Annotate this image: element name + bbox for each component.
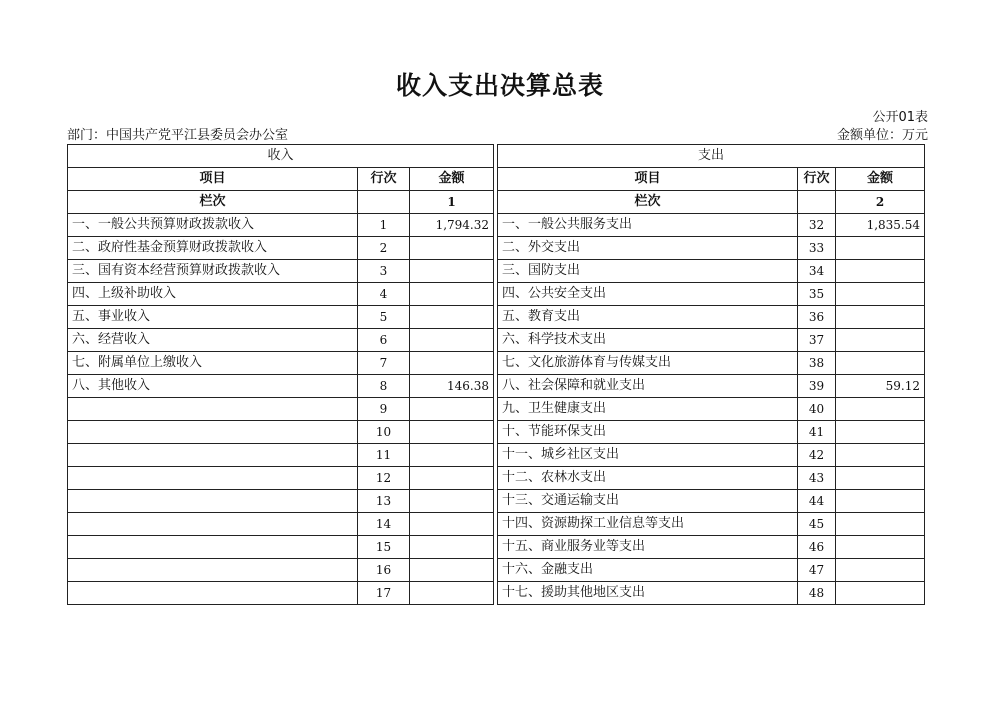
income-item-cell [68, 467, 358, 490]
expense-row-no-cell: 36 [798, 306, 836, 329]
income-row-no-cell: 5 [358, 306, 410, 329]
expense-amount-cell: 59.12 [836, 375, 925, 398]
table-row [68, 283, 925, 306]
income-row-no-header: 行次 [358, 168, 410, 191]
expense-row-no-cell: 33 [798, 237, 836, 260]
expense-row-no-cell: 47 [798, 559, 836, 582]
expense-row-no-cell: 32 [798, 214, 836, 237]
income-row-no-cell: 13 [358, 490, 410, 513]
income-col-number: 1 [410, 191, 494, 214]
expense-lanci-label: 栏次 [498, 191, 798, 214]
income-item-header: 项目 [68, 168, 358, 191]
income-item-cell [68, 513, 358, 536]
expense-amount-cell [836, 421, 925, 444]
expense-item-cell: 十一、城乡社区支出 [498, 444, 798, 467]
expense-item-cell: 三、国防支出 [498, 260, 798, 283]
income-row-no-cell: 2 [358, 237, 410, 260]
income-amount-cell: 146.38 [410, 375, 494, 398]
table-row [68, 421, 925, 444]
expense-row-no-cell: 44 [798, 490, 836, 513]
expense-section-header: 支出 [498, 145, 925, 168]
expense-item-cell: 四、公共安全支出 [498, 283, 798, 306]
expense-item-cell: 九、卫生健康支出 [498, 398, 798, 421]
income-amount-cell [410, 306, 494, 329]
income-row-no-cell: 14 [358, 513, 410, 536]
income-amount-cell [410, 582, 494, 605]
expense-row-no-cell: 43 [798, 467, 836, 490]
income-row-no-cell: 1 [358, 214, 410, 237]
income-amount-cell [410, 467, 494, 490]
expense-amount-cell [836, 398, 925, 421]
expense-amount-cell [836, 237, 925, 260]
table-row [68, 214, 925, 237]
expense-amount-cell [836, 467, 925, 490]
income-row-no-cell: 9 [358, 398, 410, 421]
expense-row-no-cell: 39 [798, 375, 836, 398]
expense-item-cell: 十三、交通运输支出 [498, 490, 798, 513]
income-row-no-cell: 17 [358, 582, 410, 605]
income-amount-cell [410, 513, 494, 536]
expense-amount-header: 金额 [836, 168, 925, 191]
table-row [68, 444, 925, 467]
form-number: 公开01表 [872, 110, 928, 125]
expense-amount-cell [836, 352, 925, 375]
expense-item-cell: 十四、资源勘探工业信息等支出 [498, 513, 798, 536]
table-row [68, 237, 925, 260]
table-row [68, 582, 925, 605]
income-row-no-cell: 12 [358, 467, 410, 490]
income-row-no-cell: 11 [358, 444, 410, 467]
income-row-no-cell: 8 [358, 375, 410, 398]
income-item-cell: 七、附属单位上缴收入 [68, 352, 358, 375]
income-row-no-cell: 4 [358, 283, 410, 306]
income-amount-cell [410, 444, 494, 467]
expense-amount-cell [836, 260, 925, 283]
table-row [68, 467, 925, 490]
income-item-cell [68, 559, 358, 582]
income-item-cell [68, 444, 358, 467]
income-amount-cell [410, 421, 494, 444]
income-item-cell [68, 421, 358, 444]
expense-amount-cell [836, 444, 925, 467]
table-row [68, 260, 925, 283]
header-row-columns [68, 168, 925, 191]
summary-table-container [67, 144, 925, 605]
income-lanci-label: 栏次 [68, 191, 358, 214]
income-amount-cell [410, 329, 494, 352]
expense-row-no-cell: 37 [798, 329, 836, 352]
expense-item-cell: 十二、农林水支出 [498, 467, 798, 490]
income-item-cell: 五、事业收入 [68, 306, 358, 329]
expense-amount-cell [836, 536, 925, 559]
expense-item-cell: 十六、金融支出 [498, 559, 798, 582]
income-row-no-cell: 15 [358, 536, 410, 559]
expense-item-cell: 六、科学技术支出 [498, 329, 798, 352]
table-row [68, 536, 925, 559]
expense-col-number: 2 [836, 191, 925, 214]
expense-row-no-cell: 41 [798, 421, 836, 444]
header-row-section [68, 145, 925, 168]
expense-item-header: 项目 [498, 168, 798, 191]
income-amount-cell [410, 398, 494, 421]
expense-amount-cell [836, 306, 925, 329]
income-item-cell: 一、一般公共预算财政拨款收入 [68, 214, 358, 237]
income-row-no-cell: 6 [358, 329, 410, 352]
expense-row-no-cell: 34 [798, 260, 836, 283]
expense-row-no-cell: 48 [798, 582, 836, 605]
expense-row-no-cell: 40 [798, 398, 836, 421]
expense-amount-cell: 1,835.54 [836, 214, 925, 237]
income-lanci-blank [358, 191, 410, 214]
income-expense-summary-table [67, 144, 925, 605]
expense-amount-cell [836, 559, 925, 582]
income-amount-cell [410, 283, 494, 306]
income-amount-cell [410, 559, 494, 582]
income-section-header: 收入 [68, 145, 494, 168]
expense-item-cell: 十五、商业服务业等支出 [498, 536, 798, 559]
income-amount-cell [410, 237, 494, 260]
unit-label: 金额单位：万元 [836, 128, 928, 143]
expense-item-cell: 十、节能环保支出 [498, 421, 798, 444]
income-amount-cell: 1,794.32 [410, 214, 494, 237]
income-amount-cell [410, 352, 494, 375]
expense-row-no-cell: 42 [798, 444, 836, 467]
income-item-cell [68, 582, 358, 605]
income-item-cell: 六、经营收入 [68, 329, 358, 352]
page-title: 收入支出决算总表 [395, 71, 604, 100]
income-item-cell: 三、国有资本经营预算财政拨款收入 [68, 260, 358, 283]
table-row [68, 513, 925, 536]
expense-item-cell: 一、一般公共服务支出 [498, 214, 798, 237]
expense-row-no-cell: 38 [798, 352, 836, 375]
table-row [68, 329, 925, 352]
expense-item-cell: 五、教育支出 [498, 306, 798, 329]
expense-item-cell: 八、社会保障和就业支出 [498, 375, 798, 398]
income-row-no-cell: 10 [358, 421, 410, 444]
income-item-cell: 八、其他收入 [68, 375, 358, 398]
expense-row-no-cell: 35 [798, 283, 836, 306]
table-row [68, 490, 925, 513]
header-row-lanci [68, 191, 925, 214]
income-item-cell [68, 398, 358, 421]
expense-row-no-cell: 46 [798, 536, 836, 559]
expense-amount-cell [836, 490, 925, 513]
table-row [68, 398, 925, 421]
expense-row-no-header: 行次 [798, 168, 836, 191]
income-item-cell: 四、上级补助收入 [68, 283, 358, 306]
expense-amount-cell [836, 582, 925, 605]
expense-item-cell: 二、外交支出 [498, 237, 798, 260]
expense-amount-cell [836, 283, 925, 306]
expense-item-cell: 十七、援助其他地区支出 [498, 582, 798, 605]
expense-amount-cell [836, 329, 925, 352]
income-amount-cell [410, 490, 494, 513]
expense-amount-cell [836, 513, 925, 536]
table-row [68, 559, 925, 582]
income-row-no-cell: 7 [358, 352, 410, 375]
table-row [68, 352, 925, 375]
table-row [68, 306, 925, 329]
income-item-cell [68, 490, 358, 513]
expense-row-no-cell: 45 [798, 513, 836, 536]
income-row-no-cell: 16 [358, 559, 410, 582]
department-label: 部门：中国共产党平江县委员会办公室 [67, 128, 289, 143]
income-row-no-cell: 3 [358, 260, 410, 283]
income-item-cell: 二、政府性基金预算财政拨款收入 [68, 237, 358, 260]
table-row [68, 375, 925, 398]
income-amount-cell [410, 536, 494, 559]
expense-lanci-blank [798, 191, 836, 214]
income-item-cell [68, 536, 358, 559]
expense-item-cell: 七、文化旅游体育与传媒支出 [498, 352, 798, 375]
income-amount-cell [410, 260, 494, 283]
income-amount-header: 金额 [410, 168, 494, 191]
